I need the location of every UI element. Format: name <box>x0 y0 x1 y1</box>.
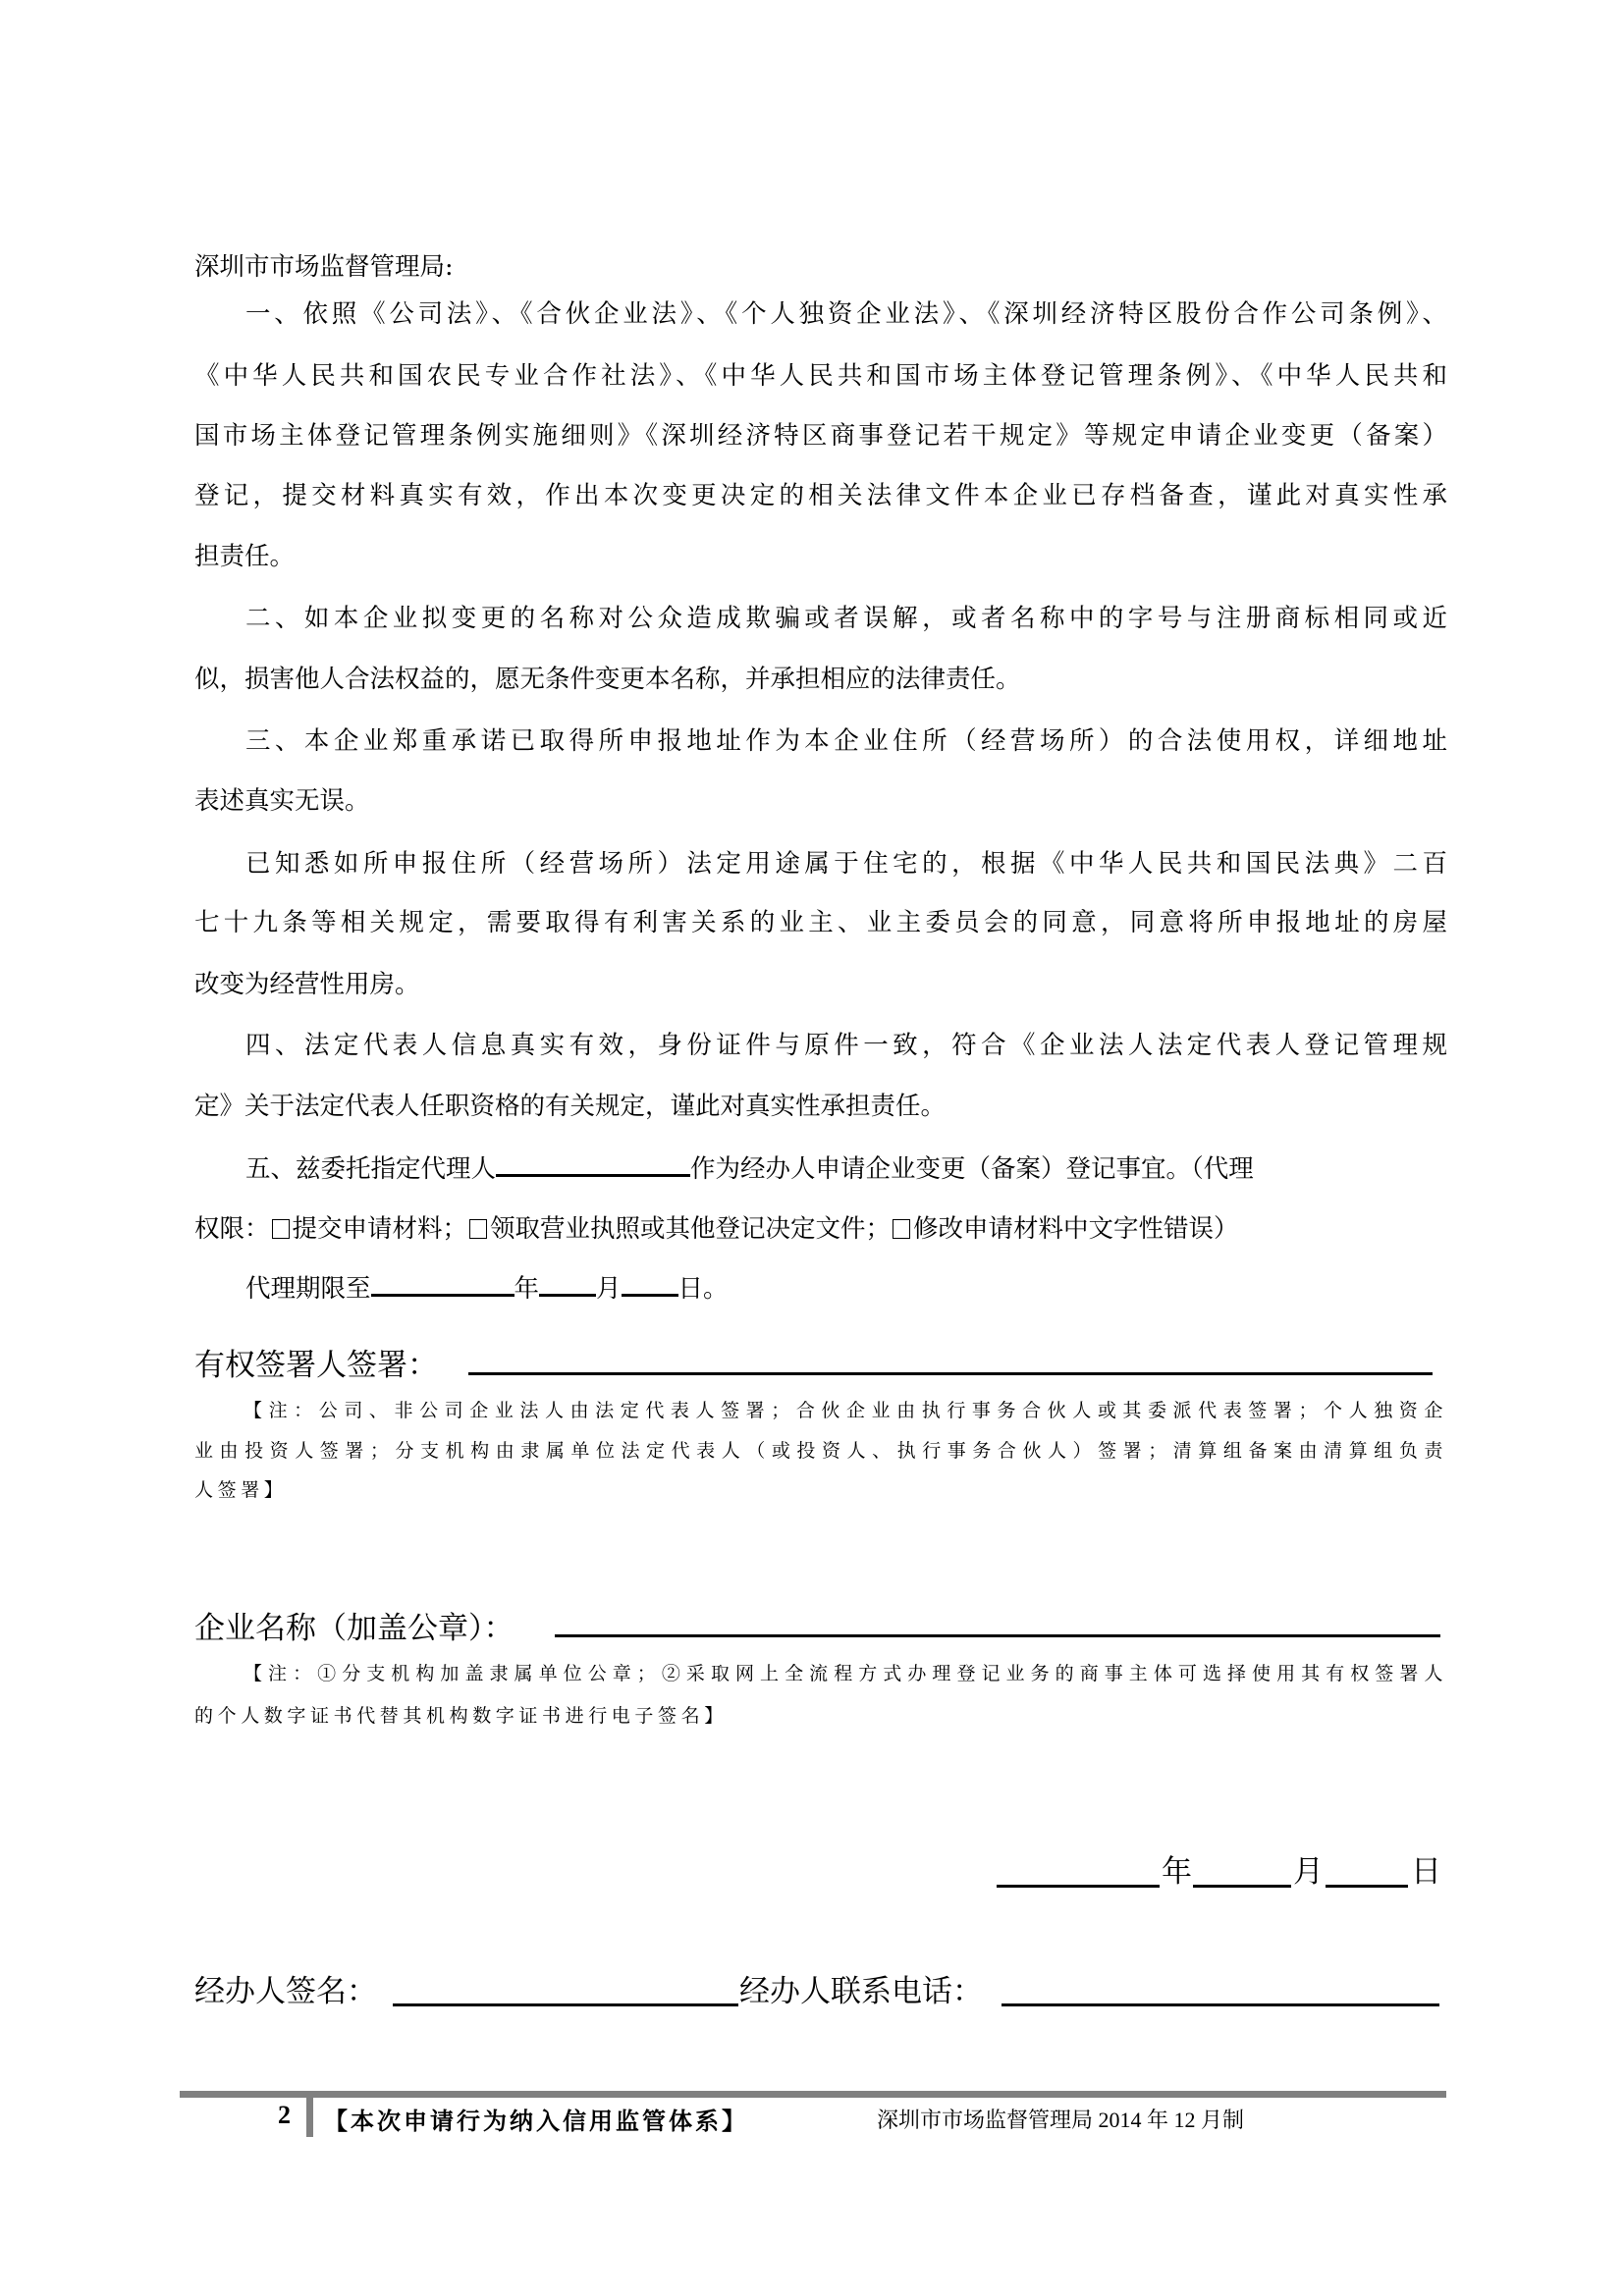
sign-day-field[interactable] <box>1326 1885 1408 1888</box>
clause5-scope <box>194 1213 1447 1245</box>
clause1-line: 《中华人民共和国农民专业合作社法》、《中华人民共和国市场主体登记管理条例》、《中华人民共和 <box>194 361 1447 391</box>
company-note-line: 的个人数字证书代替其机构数字证书进行电子签名】 <box>194 1705 728 1727</box>
term-year-label: 年 <box>514 1274 540 1304</box>
term-month-label: 月 <box>596 1274 622 1304</box>
handler-name-field[interactable] <box>393 2003 738 2006</box>
scope-correct-label: 修改申请材料中文字性错误） <box>913 1214 1239 1244</box>
handler-name-label: 经办人签名： <box>194 1974 377 2009</box>
clause5-suffix: 作为经办人申请企业变更（备案）登记事宜。（代理 <box>690 1154 1254 1184</box>
footer-divider <box>180 2091 1446 2098</box>
clause2-line: 二、如本企业拟变更的名称对公众造成欺骗或者误解，或者名称中的字号与注册商标相同或近 <box>245 604 1447 633</box>
handler-phone-label: 经办人联系电话： <box>739 1974 983 2009</box>
sign-year-label: 年 <box>1162 1854 1192 1890</box>
addressee: 深圳市市场监督管理局: <box>194 252 454 282</box>
footer-issuer: 深圳市市场监督管理局 2014 年 12 月制 <box>877 2108 1245 2132</box>
term-year-field[interactable] <box>371 1272 514 1297</box>
scope-submit-checkbox[interactable] <box>272 1219 290 1239</box>
clause5-line1 <box>245 1152 1447 1185</box>
company-name-field[interactable] <box>555 1634 1440 1637</box>
clause5-prefix: 五、兹委托指定代理人 <box>245 1154 497 1184</box>
sign-month-field[interactable] <box>1193 1885 1291 1888</box>
signatory-field[interactable] <box>468 1372 1433 1375</box>
term-day-label: 日。 <box>677 1274 729 1304</box>
clause3b-line: 改变为经营性用房。 <box>194 970 420 999</box>
signatory-note-line: 人签署】 <box>194 1479 288 1501</box>
clause3b-line: 已知悉如所申报住所（经营场所）法定用途属于住宅的，根据《中华人民共和国民法典》二百 <box>245 849 1447 879</box>
agent-name-field[interactable] <box>496 1152 690 1177</box>
scope-correct-checkbox[interactable] <box>893 1219 910 1239</box>
sign-day-label: 日 <box>1411 1854 1441 1890</box>
clause3-line: 表述真实无误。 <box>194 786 370 816</box>
company-note-line: 【注：①分支机构加盖隶属单位公章；②采取网上全流程方式办理登记业务的商事主体可选择使用其有权签署人 <box>244 1663 1447 1684</box>
sign-year-field[interactable] <box>997 1885 1160 1888</box>
company-label: 企业名称（加盖公章）： <box>194 1611 514 1646</box>
clause3b-line: 七十九条等相关规定，需要取得有利害关系的业主、业主委员会的同意，同意将所申报地址的房屋 <box>194 908 1447 937</box>
term-day-field[interactable] <box>622 1272 678 1297</box>
clause2-line: 似，损害他人合法权益的，愿无条件变更本名称，并承担相应的法律责任。 <box>194 665 1021 694</box>
scope-collect-label: 领取营业执照或其他登记决定文件； <box>490 1214 892 1244</box>
footer-separator <box>306 2098 313 2137</box>
page-number: 2 <box>278 2101 291 2129</box>
clause1-line: 担责任。 <box>194 542 296 571</box>
clause1-line: 登记，提交材料真实有效，作出本次变更决定的相关法律文件本企业已存档备查，谨此对真实性承 <box>194 481 1447 510</box>
term-month-field[interactable] <box>539 1272 596 1297</box>
scope-submit-label: 提交申请材料； <box>292 1214 468 1244</box>
clause3-line: 三、本企业郑重承诺已取得所申报地址作为本企业住所（经营场所）的合法使用权，详细地址 <box>245 726 1447 756</box>
scope-label: 权限： <box>194 1214 270 1244</box>
clause4-line: 四、法定代表人信息真实有效，身份证件与原件一致，符合《企业法人法定代表人登记管理规 <box>245 1031 1447 1060</box>
signatory-note-line: 【注：公司、非公司企业法人由法定代表人签署；合伙企业由执行事务合伙人或其委派代表签署；个人独资企 <box>244 1400 1447 1421</box>
clause5-term <box>245 1272 1447 1305</box>
signatory-note-line: 业由投资人签署；分支机构由隶属单位法定代表人（或投资人、执行事务合伙人）签署；清算组备案由清算组负责 <box>194 1440 1447 1462</box>
signatory-label: 有权签署人签署： <box>194 1348 438 1383</box>
clause1-line: 一、依照《公司法》、《合伙企业法》、《个人独资企业法》、《深圳经济特区股份合作公司条例》、 <box>245 299 1447 329</box>
footer-slogan: 【本次申请行为纳入信用监管体系】 <box>324 2107 748 2135</box>
term-label: 代理期限至 <box>245 1274 371 1304</box>
sign-month-label: 月 <box>1293 1854 1324 1890</box>
scope-collect-checkbox[interactable] <box>469 1219 487 1239</box>
clause1-line: 国市场主体登记管理条例实施细则》《深圳经济特区商事登记若干规定》等规定申请企业变更（备案） <box>194 421 1447 451</box>
handler-phone-field[interactable] <box>1001 2003 1439 2006</box>
clause4-line: 定》关于法定代表人任职资格的有关规定，谨此对真实性承担责任。 <box>194 1092 947 1121</box>
